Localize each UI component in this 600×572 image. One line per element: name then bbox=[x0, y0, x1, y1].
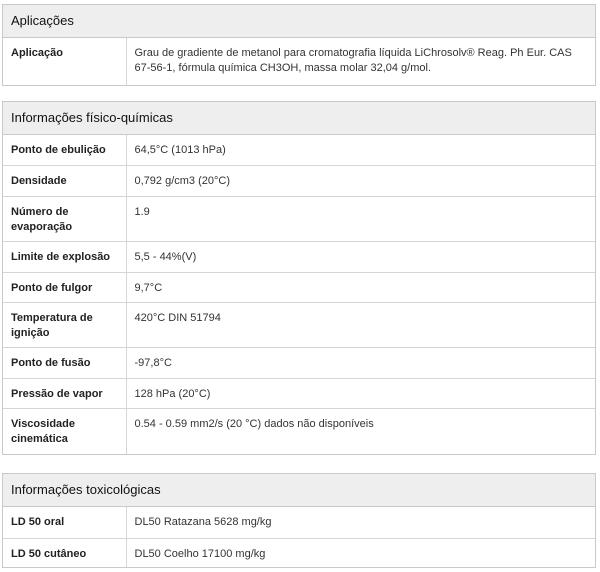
table-row bbox=[3, 378, 595, 408]
physicochemical-header: Informações físico-químicas bbox=[3, 102, 595, 135]
table-row bbox=[3, 165, 595, 196]
row-label: Viscosidade cinemática bbox=[3, 408, 126, 454]
row-label: Pressão de vapor bbox=[3, 378, 126, 408]
row-label: LD 50 cutâneo bbox=[3, 538, 126, 567]
row-value: 1.9 bbox=[126, 196, 595, 241]
physicochemical-panel bbox=[2, 101, 596, 455]
row-label: LD 50 oral bbox=[3, 507, 126, 538]
row-value: -97,8°C bbox=[126, 347, 595, 378]
row-label: Ponto de ebulição bbox=[3, 135, 126, 165]
row-value: 9,7°C bbox=[126, 272, 595, 302]
row-value: 5,5 - 44%(V) bbox=[126, 241, 595, 272]
table-row bbox=[3, 302, 595, 347]
table-row bbox=[3, 272, 595, 302]
table-row bbox=[3, 507, 595, 538]
row-label: Temperatura de ignição bbox=[3, 302, 126, 347]
applications-header: Aplicações bbox=[3, 5, 595, 38]
table-row bbox=[3, 347, 595, 378]
row-label: Número de evaporação bbox=[3, 196, 126, 241]
physicochemical-table bbox=[3, 135, 595, 454]
row-value: 64,5°C (1013 hPa) bbox=[126, 135, 595, 165]
table-row bbox=[3, 241, 595, 272]
table-row bbox=[3, 38, 595, 85]
row-label: Aplicação bbox=[3, 38, 126, 85]
row-label: Limite de explosão bbox=[3, 241, 126, 272]
applications-panel bbox=[2, 4, 596, 86]
toxicological-panel bbox=[2, 473, 596, 568]
table-row bbox=[3, 196, 595, 241]
row-value: 0,792 g/cm3 (20°C) bbox=[126, 165, 595, 196]
applications-table bbox=[3, 38, 595, 85]
table-row bbox=[3, 408, 595, 454]
toxicological-header: Informações toxicológicas bbox=[3, 474, 595, 507]
row-label: Densidade bbox=[3, 165, 126, 196]
toxicological-table bbox=[3, 507, 595, 567]
row-value: DL50 Coelho 17100 mg/kg bbox=[134, 547, 266, 560]
table-row bbox=[3, 135, 595, 165]
row-value: DL50 Ratazana 5628 mg/kg bbox=[126, 507, 595, 538]
row-value: 128 hPa (20°C) bbox=[126, 378, 595, 408]
table-row bbox=[3, 538, 595, 567]
row-value: 420°C DIN 51794 bbox=[126, 302, 595, 347]
row-value: Grau de gradiente de metanol para cromatografia líquida LiChrosolv® Reag. Ph Eur. CAS 67-56-1, fórmula química CH3OH, massa molar 32,04 g/mol. bbox=[134, 47, 572, 74]
row-label: Ponto de fusão bbox=[3, 347, 126, 378]
row-value: 0.54 - 0.59 mm2/s (20 °C) dados não disponíveis bbox=[134, 417, 374, 430]
row-label: Ponto de fulgor bbox=[3, 272, 126, 302]
